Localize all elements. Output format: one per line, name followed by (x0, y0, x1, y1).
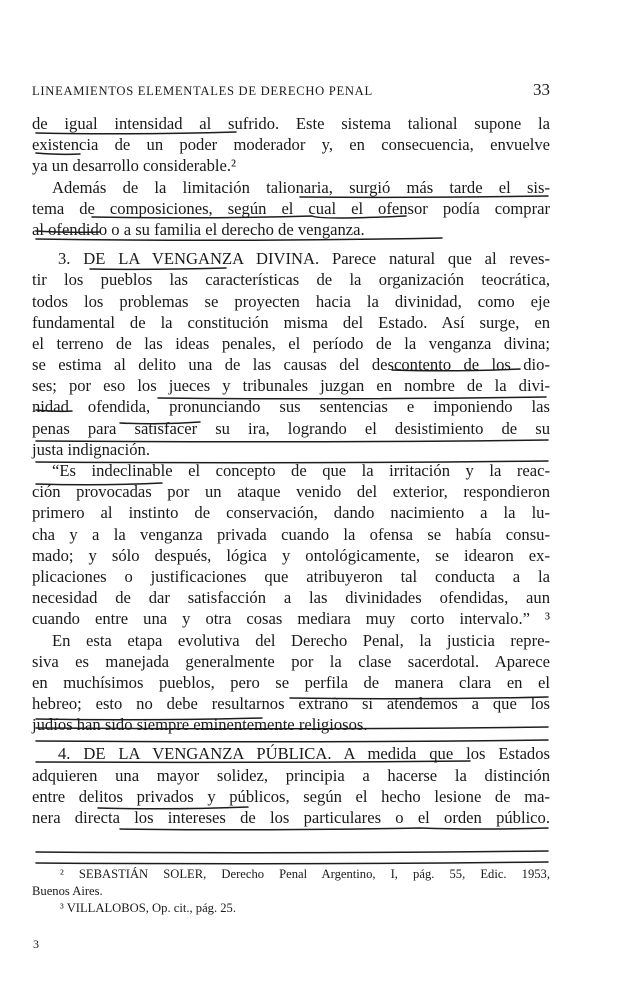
text-line: de igual intensidad al sufrido. Este sistema talional supone la (32, 114, 550, 133)
footnote-2: ² SEBASTIÁN SOLER, Derecho Penal Argentino, I, pág. 55, Edic. 1953, (60, 867, 550, 881)
text-line: fundamental de la constitución misma del Estado. Así surge, en (32, 312, 550, 332)
quote-line: plicaciones o justificaciones que atribuyeron tal conducta a la (32, 566, 550, 586)
quote-line: mado; y sólo después, lógica y ontológicamente, se idearon ex- (32, 545, 550, 565)
footnotes (32, 866, 550, 917)
signature-mark: 3 (33, 937, 39, 951)
text-line: siva es manejada generalmente por la clase sacerdotal. Aparece (32, 651, 550, 671)
running-header (32, 80, 550, 100)
quote-line: cha y a la venganza privada cuando la ofensa se había consu- (32, 524, 550, 544)
quote-line: ción provocadas por un ataque venido del exterior, respondieron (32, 482, 550, 502)
text-line: tir los pueblos las características de la organización teocrática, (32, 270, 550, 290)
text-line: en muchísimos pueblos, pero se perfila de manera clara en el (32, 672, 550, 692)
text-line: nidad ofendida, pronunciando sus sentencias e imponiendo las (32, 397, 550, 417)
text-line: Además de la limitación talionaria, surgió más tarde el sis- (52, 177, 550, 197)
page-number: 33 (533, 80, 550, 99)
text-line: el terreno de las ideas penales, el período de la venganza divina; (32, 333, 550, 353)
text-line: se estima al delito una de las causas del descontento de los dio- (32, 355, 550, 375)
text-line: nera directa los intereses de los particulares o el orden público. (32, 808, 550, 827)
running-title: LINEAMIENTOS ELEMENTALES DE DERECHO PENAL (32, 84, 373, 98)
quote-line: cuando entre una y otra cosas mediara muy corto intervalo.” ³ (32, 609, 550, 629)
text-line: al ofendido o a su familia el derecho de venganza. (32, 219, 365, 239)
quote-line: “Es indeclinable el concepto de que la irritación y la reac- (52, 461, 550, 480)
section-4-heading-line: 4. DE LA VENGANZA PÚBLICA. A medida que los Estados (58, 744, 550, 764)
text-line: penas para satisfacer su ira, logrando el desistimiento de su (32, 418, 550, 438)
text-line: hebreo; esto no debe resultarnos extraño si atendemos a que los (32, 694, 550, 714)
text-line: todos los problemas se proyecten hacia la divinidad, como eje (32, 291, 550, 311)
text-line: ya un desarrollo considerable.² (32, 156, 237, 176)
quote-line: necesidad de dar satisfacción a las divinidades ofendidas, aun (32, 588, 550, 608)
text-line: justa indignación. (32, 439, 150, 459)
text-line: En esta etapa evolutiva del Derecho Penal, la justicia repre- (52, 630, 550, 650)
text-line: judíos han sido siempre eminentemente religiosos. (32, 715, 368, 735)
section-3-heading-line: 3. DE LA VENGANZA DIVINA. Parece natural que al reves- (58, 249, 550, 269)
text-line: adquieren una mayor solidez, principia a hacerse la distinción (32, 765, 550, 785)
footnote-2-continued: Buenos Aires. (32, 884, 103, 898)
text-line: tema de composiciones, según el cual el ofensor podía comprar (32, 198, 550, 218)
text-line: existencia de un poder moderador y, en consecuencia, envuelve (32, 135, 550, 155)
text-line: entre delitos privados y públicos, según el hecho lesione de ma- (32, 786, 550, 806)
text-line: ses; por eso los jueces y tribunales juzgan en nombre de la divi- (32, 376, 550, 396)
body-text (32, 113, 550, 828)
footnote-3: ³ VILLALOBOS, Op. cit., pág. 25. (60, 901, 236, 915)
quote-line: primero al instinto de conservación, dando nacimiento a la lu- (32, 503, 550, 523)
